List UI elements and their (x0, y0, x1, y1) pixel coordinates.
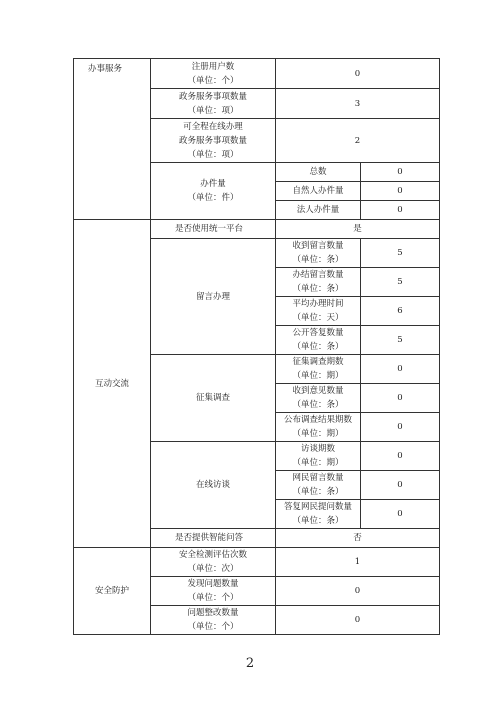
interview-periods-value: 0 (361, 442, 440, 471)
interview-periods-label: 访谈期数 （单位：期） (276, 442, 361, 471)
section-security: 安全防护 (74, 548, 151, 635)
legal-person-label: 法人办件量 (276, 201, 361, 220)
message-handling-label: 留言办理 (151, 239, 276, 355)
service-items-value: 3 (276, 89, 440, 119)
msg-public-label: 公开答复数量 （单位：条） (276, 326, 361, 355)
survey-results-value: 0 (361, 413, 440, 442)
section-interact: 互动交流 (74, 220, 151, 548)
natural-person-value: 0 (361, 182, 440, 201)
full-online-items-value: 2 (276, 119, 440, 163)
problems-fixed-label: 问题整改数量 （单位：个） (151, 606, 276, 635)
legal-person-value: 0 (361, 201, 440, 220)
security-eval-value: 1 (276, 548, 440, 577)
service-items-label: 政务服务事项数量 （单位：项） (151, 89, 276, 119)
smart-qa-value: 否 (276, 529, 440, 548)
report-table (73, 58, 440, 635)
interview-msgs-value: 0 (361, 471, 440, 500)
problems-found-value: 0 (276, 577, 440, 606)
msg-done-value: 5 (361, 268, 440, 297)
table-row (74, 220, 440, 239)
survey-label: 征集调查 (151, 355, 276, 442)
msg-done-label: 办结留言数量 （单位：条） (276, 268, 361, 297)
interview-answers-label: 答复网民提问数量 （单位：条） (276, 500, 361, 529)
security-eval-label: 安全检测评估次数 （单位：次） (151, 548, 276, 577)
survey-results-label: 公布调查结果期数 （单位：期） (276, 413, 361, 442)
unified-platform-value: 是 (276, 220, 440, 239)
smart-qa-label: 是否提供智能问答 (151, 529, 276, 548)
msg-avg-time-value: 6 (361, 297, 440, 326)
registered-users-value: 0 (276, 59, 440, 89)
full-online-items-label: 可全程在线办理 政务服务事项数量 （单位：项） (151, 119, 276, 163)
problems-fixed-value: 0 (276, 606, 440, 635)
interview-answers-value: 0 (361, 500, 440, 529)
msg-public-value: 5 (361, 326, 440, 355)
total-label: 总数 (276, 163, 361, 182)
online-interview-label: 在线访谈 (151, 442, 276, 529)
case-volume-label: 办件量 （单位：件） (151, 163, 276, 220)
survey-periods-value: 0 (361, 355, 440, 384)
survey-periods-label: 征集调查期数 （单位：期） (276, 355, 361, 384)
total-value: 0 (361, 163, 440, 182)
unified-platform-label: 是否使用统一平台 (151, 220, 276, 239)
msg-received-value: 5 (361, 239, 440, 268)
survey-opinions-value: 0 (361, 384, 440, 413)
interview-msgs-label: 网民留言数量 （单位：条） (276, 471, 361, 500)
registered-users-label: 注册用户数 （单位：个） (151, 59, 276, 89)
table-row (74, 59, 440, 89)
msg-received-label: 收到留言数量 （单位：条） (276, 239, 361, 268)
problems-found-label: 发现问题数量 （单位：个） (151, 577, 276, 606)
msg-avg-time-label: 平均办理时间 （单位：天） (276, 297, 361, 326)
table-row (74, 548, 440, 577)
survey-opinions-label: 收到意见数量 （单位：条） (276, 384, 361, 413)
section-service: 办事服务 (74, 59, 151, 220)
natural-person-label: 自然人办件量 (276, 182, 361, 201)
page-number: 2 (245, 656, 255, 671)
